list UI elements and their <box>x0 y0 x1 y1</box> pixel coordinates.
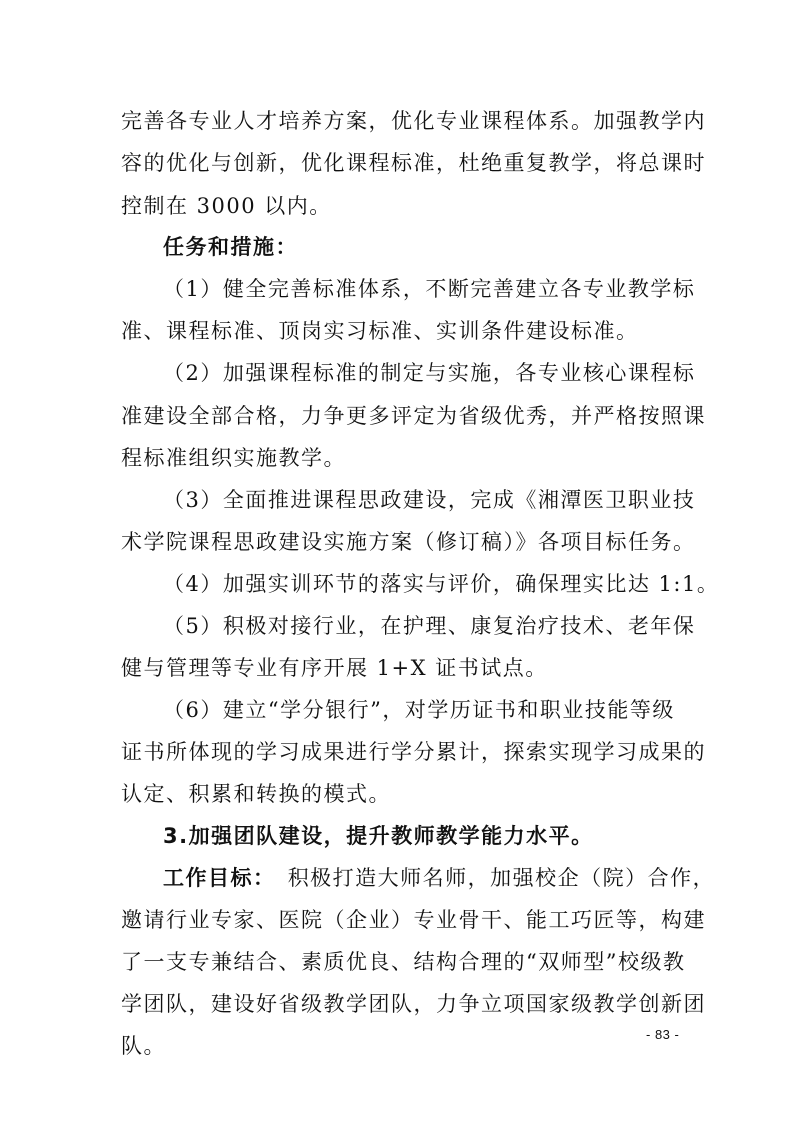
paragraph-line: 健与管理等专业有序开展 1+X 证书试点。 <box>121 656 548 680</box>
section-heading: 任务和措施： <box>163 235 298 259</box>
paragraph-line: 队。 <box>121 1034 166 1058</box>
page-number: - 83 - <box>646 1027 680 1042</box>
paragraph-line: 学团队，建设好省级教学团队，力争立项国家级教学创新团 <box>121 992 706 1016</box>
paragraph-line: （5）积极对接行业，在护理、康复治疗技术、老年保 <box>163 614 696 638</box>
paragraph-line: 容的优化与创新，优化课程标准，杜绝重复教学，将总课时 <box>121 151 706 175</box>
paragraph-line <box>163 865 715 891</box>
paragraph-line: 完善各专业人才培养方案，优化专业课程体系。加强教学内 <box>121 109 706 133</box>
paragraph-line: 准建设全部合格，力争更多评定为省级优秀，并严格按照课 <box>121 404 706 428</box>
paragraph-line: 认定、积累和转换的模式。 <box>121 782 391 806</box>
paragraph-line: （2）加强课程标准的制定与实施，各专业核心课程标 <box>163 361 696 385</box>
paragraph-line: 了一支专兼结合、素质优良、结构合理的“双师型”校级教 <box>121 950 686 974</box>
paragraph-line: 证书所体现的学习成果进行学分累计，探索实现学习成果的 <box>121 740 706 764</box>
paragraph-line: （4）加强实训环节的落实与评价，确保理实比达 1:1。 <box>163 572 720 596</box>
paragraph-line: 控制在 3000 以内。 <box>121 194 332 218</box>
paragraph-line: 程标准组织实施教学。 <box>121 446 346 470</box>
paragraph-line: （3）全面推进课程思政建设，完成《湘潭医卫职业技 <box>163 488 696 512</box>
paragraph-line: 术学院课程思政建设实施方案（修订稿）》各项目标任务。 <box>121 530 696 554</box>
section-heading: 3.加强团队建设，提升教师教学能力水平。 <box>163 824 594 848</box>
paragraph-line: （1）健全完善标准体系，不断完善建立各专业教学标 <box>163 277 696 301</box>
paragraph-line: （6）建立“学分银行”，对学历证书和职业技能等级 <box>163 698 675 722</box>
paragraph-line: 准、课程标准、顶岗实习标准、实训条件建设标准。 <box>121 319 639 343</box>
goal-text: 积极打造大师名师，加强校企（院）合作， <box>287 866 716 890</box>
paragraph-line: 邀请行业专家、医院（企业）专业骨干、能工巧匠等，构建 <box>121 908 706 932</box>
label-work-goal: 工作目标： <box>163 866 276 890</box>
